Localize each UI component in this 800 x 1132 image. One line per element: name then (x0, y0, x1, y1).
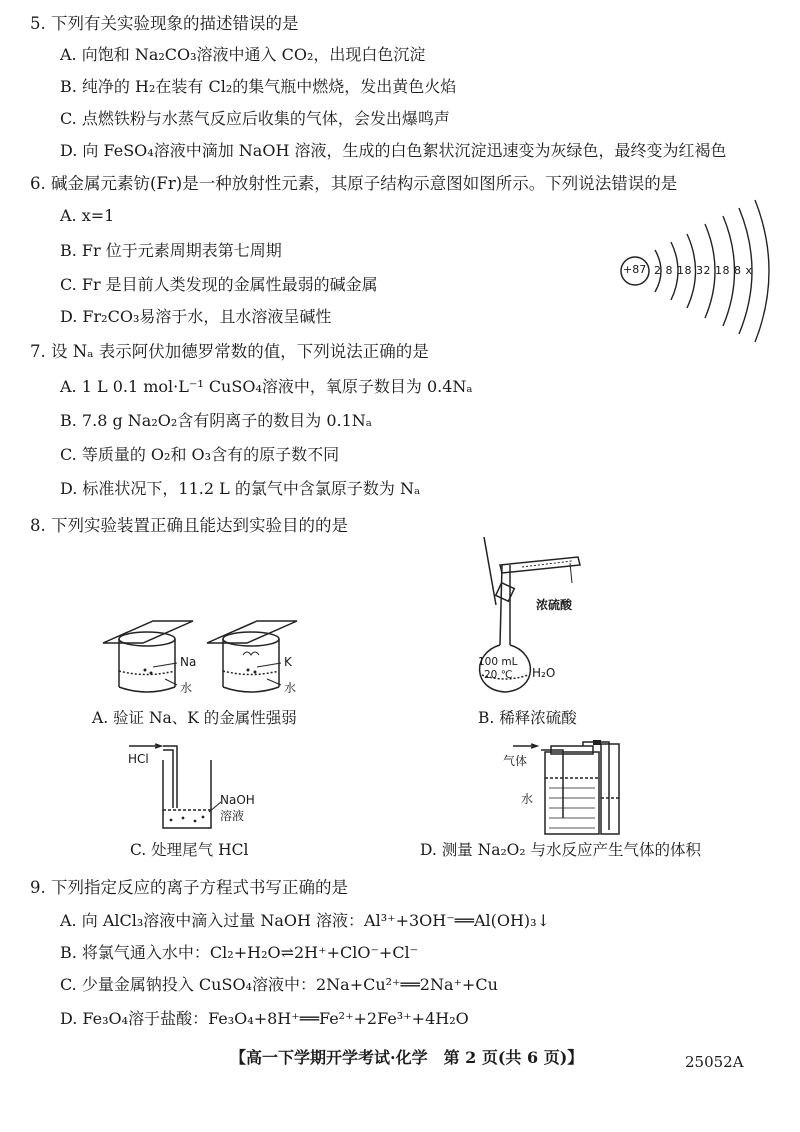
label-k: K (284, 655, 292, 669)
q5-option-c: C. 点燃铁粉与水蒸气反应后收集的气体，会发出爆鸣声 (60, 109, 450, 128)
label-water-2: 水 (284, 681, 297, 695)
q9-option-c: C. 少量金属钠投入 CuSO₄溶液中：2Na+Cu²⁺══2Na⁺+Cu (60, 975, 498, 994)
caption-a: A. 验证 Na、K 的金属性强弱 (92, 709, 297, 727)
q7-option-c: C. 等质量的 O₂和 O₃含有的原子数不同 (60, 445, 340, 464)
label-hcl: HCl (128, 752, 149, 766)
q9-option-d: D. Fe₃O₄溶于盐酸：Fe₃O₄+8H⁺══Fe²⁺+2Fe³⁺+4H₂O (60, 1009, 469, 1028)
q5-option-d: D. 向 FeSO₄溶液中滴加 NaOH 溶液，生成的白色絮状沉淀迅速变为灰绿色，最终变为红褐色 (60, 141, 727, 160)
label-na: Na (180, 655, 197, 669)
q6-option-c: C. Fr 是目前人类发现的金属性最弱的碱金属 (60, 275, 378, 294)
label-water-1: 水 (180, 681, 193, 695)
atom-nucleus-charge: +87 (623, 263, 647, 276)
q6-option-d: D. Fr₂CO₃易溶于水，且水溶液呈碱性 (60, 307, 332, 326)
label-concentrated-acid: 浓硫酸 (536, 598, 573, 612)
label-flask-volume: 100 mL (478, 656, 518, 668)
label-naoh: NaOH (220, 793, 255, 807)
apparatus-b-flask (460, 535, 600, 695)
atom-shell-electrons: 2 8 18 32 18 8 x (654, 264, 753, 277)
q9-option-b: B. 将氯气通入水中：Cl₂+H₂O⇌2H⁺+ClO⁻+Cl⁻ (60, 943, 419, 962)
q5-option-a: A. 向饱和 Na₂CO₃溶液中通入 CO₂，出现白色沉淀 (60, 45, 426, 64)
q6-stem: 6. 碱金属元素钫(Fr)是一种放射性元素，其原子结构示意图如图所示。下列说法错误的是 (30, 174, 678, 193)
footer-code: 25052A (685, 1053, 744, 1071)
label-flask-temp: 20 ℃ (484, 669, 513, 681)
q6-option-a: A. x=1 (60, 206, 115, 225)
q9-option-a: A. 向 AlCl₃溶液中滴入过量 NaOH 溶液：Al³⁺+3OH⁻══Al(OH)₃↓ (60, 911, 550, 930)
q5-stem: 5. 下列有关实验现象的描述错误的是 (30, 14, 299, 33)
label-gas: 气体 (503, 754, 528, 768)
footer-title: 【高一下学期开学考试·化学 第 2 页(共 6 页)】 (230, 1048, 584, 1067)
label-solution: 溶液 (220, 809, 245, 823)
q7-option-a: A. 1 L 0.1 mol·L⁻¹ CuSO₄溶液中，氧原子数目为 0.4Nₐ (60, 377, 473, 396)
q8-stem: 8. 下列实验装置正确且能达到实验目的的是 (30, 516, 348, 535)
q7-option-d: D. 标准状况下，11.2 L 的氯气中含氯原子数为 Nₐ (60, 479, 421, 498)
q5-option-b: B. 纯净的 H₂在装有 Cl₂的集气瓶中燃烧，发出黄色火焰 (60, 77, 457, 96)
label-water-3: 水 (521, 792, 534, 806)
q6-option-b: B. Fr 位于元素周期表第七周期 (60, 241, 282, 260)
caption-b: B. 稀释浓硫酸 (478, 709, 577, 727)
q7-option-b: B. 7.8 g Na₂O₂含有阴离子的数目为 0.1Nₐ (60, 411, 372, 430)
caption-c: C. 处理尾气 HCl (130, 841, 249, 859)
q9-stem: 9. 下列指定反应的离子方程式书写正确的是 (30, 878, 348, 897)
label-h2o: H₂O (532, 666, 556, 680)
q7-stem: 7. 设 Nₐ 表示阿伏加德罗常数的值，下列说法正确的是 (30, 342, 429, 361)
caption-d: D. 测量 Na₂O₂ 与水反应产生气体的体积 (420, 841, 702, 859)
